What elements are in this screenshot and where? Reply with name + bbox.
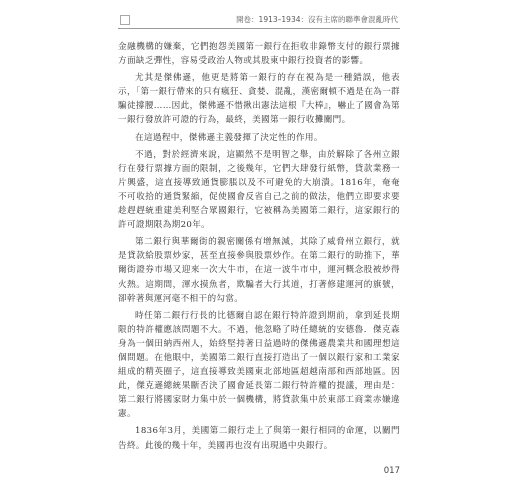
paragraph-4: 不過，對於經濟來說，這顯然不是明智之舉，由於解除了各州立銀行在發行票據方面的限制，之後幾年，它們大肆發行紙幣，貸款業務一片興盛，這直接導致通貨膨脹以及不可避免的大崩潰。1816年，奄奄不可收拾的通貨緊縮，促使國會反省自己之前的做法，他們立即要求要趁趕趕統重建美利堅合眾國銀行，它被稱為美國第二銀行，這家銀行的許可證期限為期20年。 bbox=[118, 149, 400, 231]
body-text bbox=[118, 40, 400, 453]
running-title: 開卷：1913–1934：沒有主席的聯準會混亂時代 bbox=[236, 15, 398, 24]
book-page bbox=[118, 14, 400, 484]
paragraph-1: 金融機構的嫌棄，它們抱怨美國第一銀行在拒收非錄幣支付的銀行票據方面缺乏彈性，容易受政治人物或其股東中銀行投資者的影響。 bbox=[118, 42, 400, 67]
page-number: 017 bbox=[383, 466, 400, 476]
paragraph-3: 在這過程中，傑佛遜主義發揮了決定性的作用。 bbox=[135, 132, 323, 143]
paragraph-7: 1836年3月，美國第二銀行走上了與第一銀行相同的命運，以關門告終。此後的幾十年，美國再也沒有出現過中央銀行。 bbox=[118, 426, 400, 451]
running-header bbox=[118, 14, 400, 29]
paragraph-2: 尤其是傑佛遜，他更是將第一銀行的存在視為是一種錯誤，他表示，「第一銀行帶來的只有瘋狂、貪婪、混亂，漢密爾頓不過是在為一群騙徒撐腰……因此，傑佛遜不惜揪出憲法這根『大棒』，嚇止了國會為第一銀行發放許可證的行為，最終，美國第一銀行收攤關門。 bbox=[118, 73, 400, 126]
header-ornament bbox=[120, 15, 130, 25]
paragraph-5: 第二銀行與華爾街的親密關係有增無減，其除了威脅州立銀行，就是貸款給股票炒家，甚至直接參與股票炒作。在第二銀行的助推下，華爾街證券市場又迎來一次大牛市，在這一波牛市中，運河概念股被炒得火熱。這期間，渾水摸魚者，欺騙者大行其道，打著修建運河的旗號，卻幹著與運河毫不相干的勾當。 bbox=[118, 237, 400, 304]
paragraph-6: 時任第二銀行行長的比德爾自認在銀行特許證到期前，拿到延長期限的特許權應該問題不大。不過，他忽略了時任總統的安德魯．傑克森身為一個田納西州人，始終堅持著日益過時的傑佛遜農業共和國理想這個問題。在他眼中，美國第二銀行直接打造出了一個以銀行家和工業家組成的精英圈子，這直接導致美國東北部地區超越南部和西部地區。因此，傑克遜總統果斷否決了國會延長第二銀行特許權的提議，理由是：第二銀行將國家財力集中於一個機構，將貸款集中於東部工商業赤嫌違憲。 bbox=[118, 310, 400, 420]
